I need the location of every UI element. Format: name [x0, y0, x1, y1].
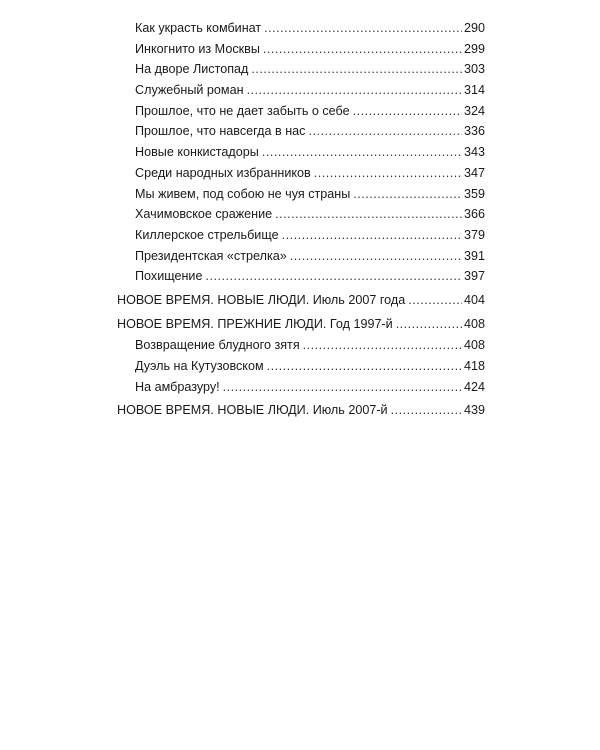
toc-part-title: НОВОЕ ВРЕМЯ. НОВЫЕ ЛЮДИ. Июль 2007 года: [117, 292, 406, 307]
toc-entry-title: Дуэль на Кутузовском: [135, 359, 264, 373]
toc-entry-page: 314: [463, 83, 485, 98]
toc-leader-dots: [353, 101, 462, 122]
toc-entry-page: 359: [463, 186, 485, 201]
toc-leader-dots: [251, 59, 462, 80]
toc-entry: [117, 266, 485, 287]
toc-leader-dots: [247, 80, 462, 101]
toc-leader-dots: [262, 142, 462, 163]
toc-entry: [117, 204, 485, 225]
toc-entry-title: Возвращение блудного зятя: [135, 338, 300, 353]
toc-entry-title: На дворе Листопад: [135, 62, 249, 77]
toc-entry: [117, 335, 485, 356]
toc-leader-dots: [314, 163, 462, 184]
toc-entry: [117, 356, 485, 377]
toc-entry-page: 303: [463, 62, 485, 77]
toc-leader-dots: [282, 225, 462, 246]
toc-entry: [117, 246, 485, 267]
toc-entry-page: 397: [463, 269, 485, 284]
toc-entry-title: Прошлое, что не дает забыть о себе: [135, 103, 350, 118]
toc-leader-dots: [223, 377, 462, 398]
toc-entry-page: 408: [463, 316, 485, 331]
toc-entry-title: Среди народных избранников: [135, 165, 311, 180]
toc-entry: [117, 225, 485, 246]
toc-entry-page: 391: [463, 248, 485, 263]
toc-entry: [117, 163, 485, 184]
toc-entry-page: 299: [463, 41, 485, 56]
toc-entry: [117, 377, 485, 398]
toc-entry-title: Президентская «стрелка»: [135, 248, 287, 263]
toc-entry-page: 366: [463, 207, 485, 222]
toc-part-heading: [117, 400, 485, 421]
toc-leader-dots: [391, 400, 462, 421]
toc-entry-title: Похищение: [135, 269, 203, 284]
toc-entry-page: 404: [463, 292, 485, 307]
toc-entry-page: 324: [463, 103, 485, 118]
toc-entry-title: Как украсть комбинат: [135, 21, 262, 35]
toc-leader-dots: [303, 335, 462, 356]
toc-entry: [117, 101, 485, 122]
toc-entry-page: 290: [463, 21, 485, 35]
toc-entry-title: Инкогнито из Москвы: [135, 41, 260, 56]
toc-leader-dots: [205, 266, 462, 287]
toc-leader-dots: [290, 246, 462, 267]
toc-entry: [117, 59, 485, 80]
toc-entry-title: Мы живем, под собою не чуя страны: [135, 186, 351, 201]
toc-part-title: НОВОЕ ВРЕМЯ. НОВЫЕ ЛЮДИ. Июль 2007-й: [117, 403, 388, 418]
toc-entry-title: Хачимовское сражение: [135, 207, 273, 222]
toc-leader-dots: [308, 121, 462, 142]
toc-entry-page: 418: [463, 359, 485, 373]
toc-entry-title: Новые конкистадоры: [135, 145, 259, 160]
toc-entry: [117, 121, 485, 142]
toc-entry: [117, 39, 485, 60]
toc-entry-page: 347: [463, 165, 485, 180]
toc-leader-dots: [267, 356, 462, 377]
toc-entry-title: Киллерское стрельбище: [135, 227, 279, 242]
toc-part-title: НОВОЕ ВРЕМЯ. ПРЕЖНИЕ ЛЮДИ. Год 1997-й: [117, 316, 393, 331]
table-of-contents: [117, 18, 485, 422]
toc-leader-dots: [408, 290, 462, 311]
toc-entry-title: Прошлое, что навсегда в нас: [135, 124, 306, 139]
toc-leader-dots: [263, 39, 462, 60]
toc-part-heading: [117, 314, 485, 335]
toc-entry: [117, 18, 485, 39]
toc-leader-dots: [353, 184, 462, 205]
toc-leader-dots: [275, 204, 462, 225]
toc-entry: [117, 80, 485, 101]
toc-entry-page: 336: [463, 124, 485, 139]
toc-entry-title: Служебный роман: [135, 83, 244, 98]
toc-entry: [117, 142, 485, 163]
toc-part-heading: [117, 290, 485, 311]
toc-entry-page: 424: [463, 379, 485, 394]
toc-entry: [117, 184, 485, 205]
toc-leader-dots: [396, 314, 462, 335]
toc-entry-page: 343: [463, 145, 485, 160]
toc-entry-title: На амбразуру!: [135, 379, 220, 394]
toc-leader-dots: [264, 18, 462, 39]
toc-entry-page: 408: [463, 338, 485, 353]
toc-entry-page: 379: [463, 227, 485, 242]
toc-entry-page: 439: [463, 403, 485, 418]
